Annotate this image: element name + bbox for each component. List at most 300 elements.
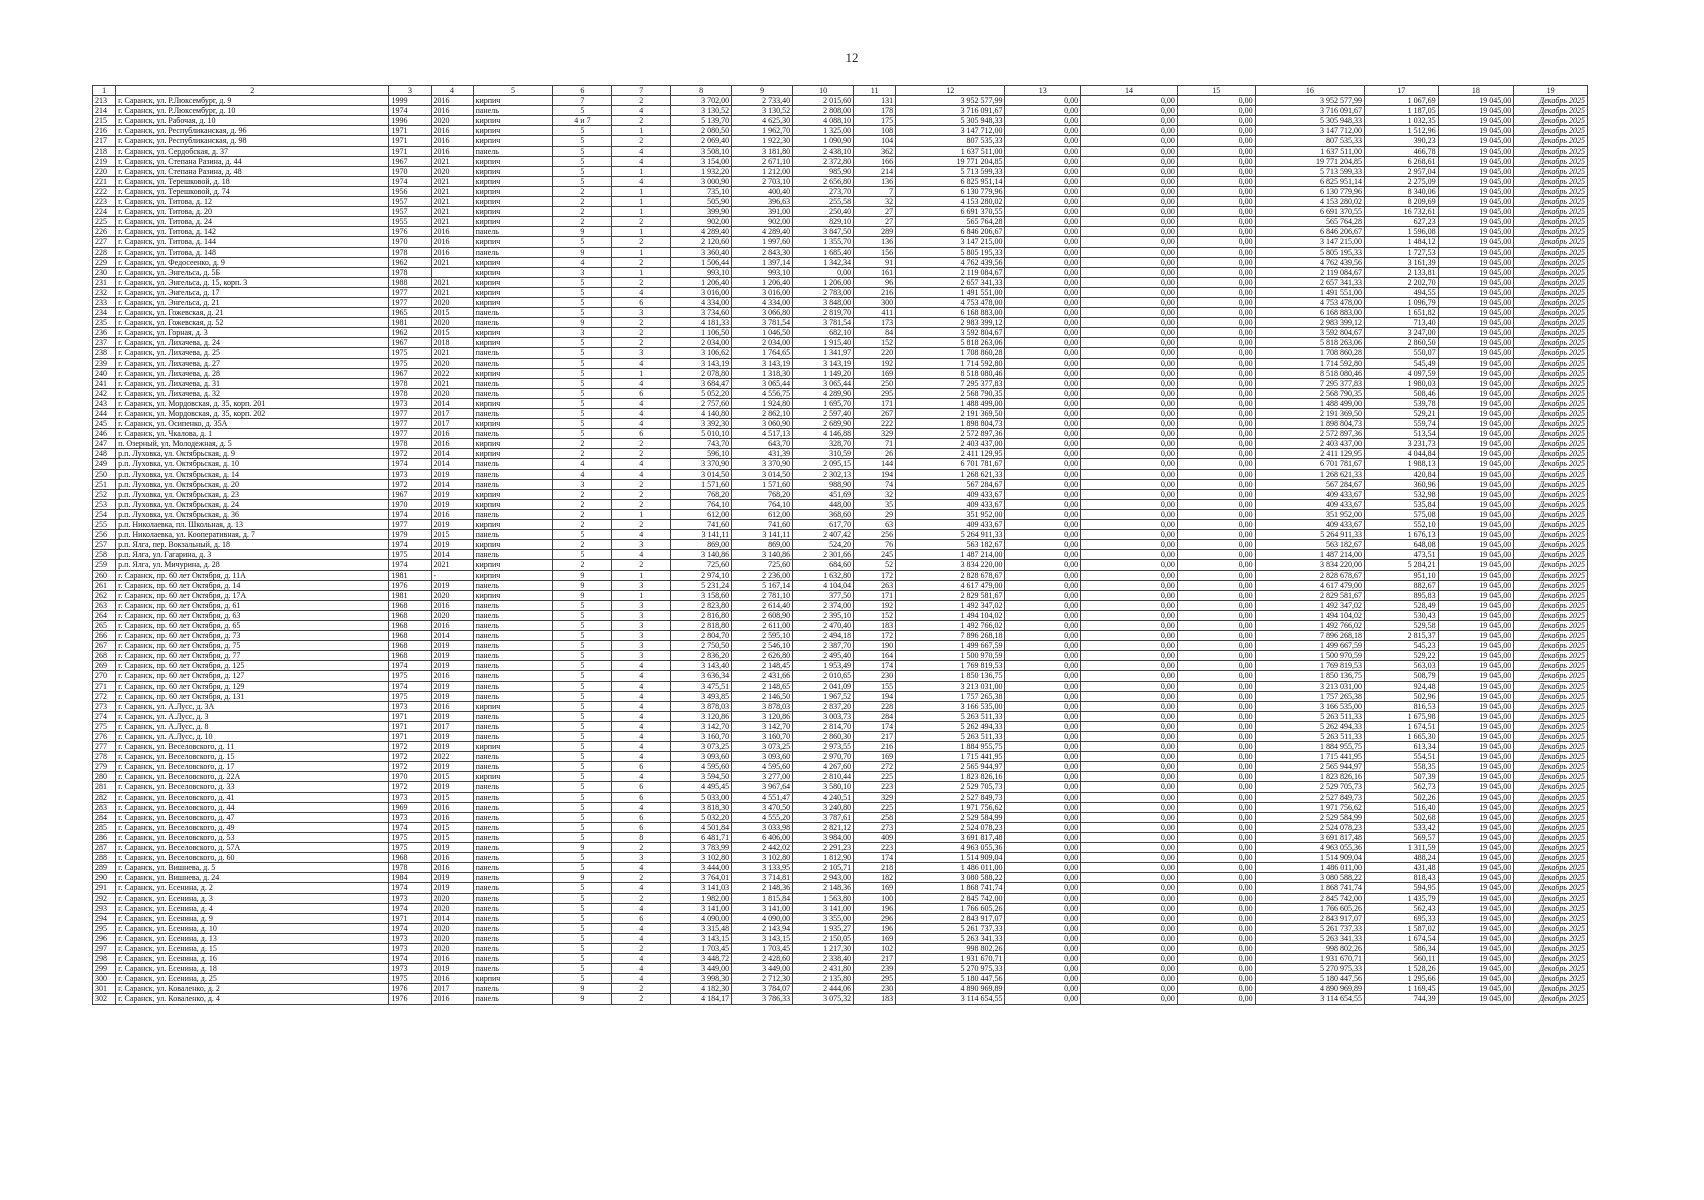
cell-residents: 192 — [854, 600, 896, 610]
cell-total-area: 3 014,50 — [671, 469, 732, 479]
cell-unit-cost: 3 231,73 — [1364, 439, 1438, 449]
cell-living-area: 3 014,50 — [732, 469, 793, 479]
cell-living-area: 725,60 — [732, 560, 793, 570]
cell-total-cost: 1 714 592,80 — [896, 358, 1005, 368]
cell-unit-cost: 2 275,09 — [1364, 176, 1438, 186]
cell-completion-date: Декабрь 2025 — [1514, 631, 1588, 641]
cell-year-built: 1996 — [389, 116, 431, 126]
cell-fund-cost: 1 868 741,74 — [1255, 883, 1364, 893]
cell-total-cost: 1 757 265,38 — [896, 691, 1005, 701]
cell-total-area: 3 106,62 — [671, 348, 732, 358]
cell-cost-source-3: 0,00 — [1177, 328, 1255, 338]
cell-address: г. Саранск, ул. Энгельса, д. 15, корп. 3 — [116, 277, 389, 287]
cell-cost-source-1: 0,00 — [1005, 560, 1081, 570]
cell-cost-source-1: 0,00 — [1005, 378, 1081, 388]
cell-entrances: 4 — [612, 863, 671, 873]
cell-unit-cost: 1 676,13 — [1364, 530, 1438, 540]
cell-wall-material: кирпич — [473, 489, 553, 499]
cell-address: г. Саранск, ул. Веселовского, д. 44 — [116, 802, 389, 812]
cell-row-number: 257 — [93, 540, 116, 550]
table-row — [93, 550, 1588, 560]
cell-year-repair: 2020 — [431, 923, 473, 933]
cell-total-area: 3 141,03 — [671, 883, 732, 893]
cell-completion-date: Декабрь 2025 — [1514, 600, 1588, 610]
cell-living-area: 3 781,54 — [732, 318, 793, 328]
cell-address: г. Саранск, пр. 60 лет Октября, д. 75 — [116, 641, 389, 651]
cell-address: г. Саранск, пр. 60 лет Октября, д. 131 — [116, 691, 389, 701]
cell-cost-source-1: 0,00 — [1005, 156, 1081, 166]
cell-completion-date: Декабрь 2025 — [1514, 913, 1588, 923]
cell-year-repair: 2020 — [431, 903, 473, 913]
cell-floors: 5 — [553, 166, 612, 176]
cell-max-unit-cost: 19 045,00 — [1438, 570, 1514, 580]
table-row — [93, 429, 1588, 439]
cell-cost-source-1: 0,00 — [1005, 580, 1081, 590]
cell-residential-area: 3 143,19 — [793, 358, 854, 368]
cell-cost-source-3: 0,00 — [1177, 469, 1255, 479]
cell-residents: 136 — [854, 176, 896, 186]
cell-cost-source-2: 0,00 — [1081, 388, 1178, 398]
cell-total-cost: 1 898 804,73 — [896, 419, 1005, 429]
cell-max-unit-cost: 19 045,00 — [1438, 984, 1514, 994]
cell-residents: 196 — [854, 903, 896, 913]
cell-cost-source-2: 0,00 — [1081, 540, 1178, 550]
cell-year-repair: 2015 — [431, 772, 473, 782]
cell-living-area: 2 546,10 — [732, 641, 793, 651]
cell-floors: 5 — [553, 610, 612, 620]
cell-living-area: 2 781,10 — [732, 590, 793, 600]
cell-total-cost: 4 762 439,56 — [896, 257, 1005, 267]
cell-completion-date: Декабрь 2025 — [1514, 297, 1588, 307]
cell-wall-material: панель — [473, 388, 553, 398]
cell-wall-material: кирпич — [473, 237, 553, 247]
table-row — [93, 943, 1588, 953]
column-number-14: 14 — [1081, 86, 1178, 96]
cell-fund-cost: 5 805 195,33 — [1255, 247, 1364, 257]
cell-residential-area: 2 338,40 — [793, 954, 854, 964]
cell-residents: 220 — [854, 348, 896, 358]
cell-address: г. Саранск, ул. Энгельса, д. 17 — [116, 287, 389, 297]
cell-address: г. Саранск, ул. Веселовского, д. 11 — [116, 742, 389, 752]
column-number-11: 11 — [854, 86, 896, 96]
cell-floors: 2 — [553, 560, 612, 570]
cell-residents: 245 — [854, 550, 896, 560]
cell-unit-cost: 895,83 — [1364, 590, 1438, 600]
cell-row-number: 261 — [93, 580, 116, 590]
cell-living-area: 1 815,84 — [732, 893, 793, 903]
cell-total-cost: 409 433,67 — [896, 489, 1005, 499]
cell-row-number: 297 — [93, 943, 116, 953]
cell-year-repair: 2014 — [431, 479, 473, 489]
cell-unit-cost: 562,43 — [1364, 903, 1438, 913]
cell-completion-date: Декабрь 2025 — [1514, 378, 1588, 388]
table-row — [93, 661, 1588, 671]
cell-entrances: 4 — [612, 176, 671, 186]
cell-row-number: 285 — [93, 822, 116, 832]
cell-cost-source-2: 0,00 — [1081, 580, 1178, 590]
cell-residential-area: 2 135,80 — [793, 974, 854, 984]
cell-residential-area: 2 291,23 — [793, 843, 854, 853]
cell-address: г. Саранск, ул. Коваленко, д. 4 — [116, 994, 389, 1004]
cell-wall-material: кирпич — [473, 974, 553, 984]
cell-residential-area: 985,90 — [793, 166, 854, 176]
cell-fund-cost: 3 592 804,67 — [1255, 328, 1364, 338]
cell-residential-area: 451,69 — [793, 489, 854, 499]
cell-row-number: 244 — [93, 409, 116, 419]
cell-floors: 4 и 7 — [553, 116, 612, 126]
cell-year-built: 1978 — [389, 863, 431, 873]
cell-living-area: 3 277,00 — [732, 772, 793, 782]
cell-cost-source-2: 0,00 — [1081, 358, 1178, 368]
cell-cost-source-2: 0,00 — [1081, 378, 1178, 388]
cell-floors: 5 — [553, 964, 612, 974]
cell-max-unit-cost: 19 045,00 — [1438, 166, 1514, 176]
cell-fund-cost: 4 963 055,36 — [1255, 843, 1364, 853]
cell-fund-cost: 4 153 280,02 — [1255, 197, 1364, 207]
cell-total-area: 5 139,70 — [671, 116, 732, 126]
cell-address: р.п. Ялга, ул. Гагарина, д. 3 — [116, 550, 389, 560]
cell-year-repair: 2014 — [431, 631, 473, 641]
cell-year-repair: 2016 — [431, 237, 473, 247]
cell-entrances: 2 — [612, 116, 671, 126]
cell-wall-material: кирпич — [473, 277, 553, 287]
cell-completion-date: Декабрь 2025 — [1514, 197, 1588, 207]
cell-total-cost: 3 834 220,00 — [896, 560, 1005, 570]
table-row — [93, 762, 1588, 772]
cell-total-area: 399,90 — [671, 207, 732, 217]
cell-completion-date: Декабрь 2025 — [1514, 106, 1588, 116]
cell-wall-material: панель — [473, 641, 553, 651]
cell-cost-source-1: 0,00 — [1005, 832, 1081, 842]
cell-living-area: 3 130,52 — [732, 106, 793, 116]
cell-floors: 2 — [553, 520, 612, 530]
cell-total-cost: 2 829 581,67 — [896, 590, 1005, 600]
cell-total-area: 1 982,00 — [671, 893, 732, 903]
cell-total-cost: 2 191 369,50 — [896, 409, 1005, 419]
cell-entrances: 2 — [612, 136, 671, 146]
cell-cost-source-2: 0,00 — [1081, 903, 1178, 913]
cell-fund-cost: 2 119 084,67 — [1255, 267, 1364, 277]
cell-total-cost: 1 486 011,00 — [896, 863, 1005, 873]
table-row — [93, 974, 1588, 984]
cell-max-unit-cost: 19 045,00 — [1438, 903, 1514, 913]
cell-cost-source-2: 0,00 — [1081, 267, 1178, 277]
table-row — [93, 984, 1588, 994]
cell-year-built: 1973 — [389, 792, 431, 802]
cell-year-repair: 2020 — [431, 166, 473, 176]
cell-year-built: 1999 — [389, 96, 431, 106]
cell-row-number: 290 — [93, 873, 116, 883]
cell-address: г. Саранск, ул. Терешковой, д. 18 — [116, 176, 389, 186]
cell-cost-source-3: 0,00 — [1177, 227, 1255, 237]
cell-unit-cost: 532,98 — [1364, 489, 1438, 499]
cell-living-area: 3 714,81 — [732, 873, 793, 883]
cell-address: г. Саранск, ул. Рабочая, д. 10 — [116, 116, 389, 126]
cell-living-area: 993,10 — [732, 267, 793, 277]
cell-fund-cost: 3 716 091,67 — [1255, 106, 1364, 116]
cell-fund-cost: 2 524 078,23 — [1255, 822, 1364, 832]
cell-wall-material: панель — [473, 943, 553, 953]
cell-year-built: 1978 — [389, 378, 431, 388]
cell-cost-source-1: 0,00 — [1005, 338, 1081, 348]
cell-living-area: 2 442,02 — [732, 843, 793, 853]
cell-address: г. Саранск, ул. Федосеенко, д. 9 — [116, 257, 389, 267]
cell-entrances: 6 — [612, 792, 671, 802]
cell-residential-area: 2 494,18 — [793, 631, 854, 641]
cell-total-cost: 2 529 584,99 — [896, 812, 1005, 822]
cell-cost-source-2: 0,00 — [1081, 308, 1178, 318]
cell-row-number: 282 — [93, 792, 116, 802]
cell-floors: 5 — [553, 732, 612, 742]
cell-residents: 108 — [854, 126, 896, 136]
cell-cost-source-3: 0,00 — [1177, 237, 1255, 247]
cell-wall-material: панель — [473, 984, 553, 994]
table-row — [93, 106, 1588, 116]
cell-row-number: 296 — [93, 933, 116, 943]
cell-floors: 2 — [553, 207, 612, 217]
cell-wall-material: панель — [473, 227, 553, 237]
cell-total-area: 743,70 — [671, 439, 732, 449]
cell-cost-source-3: 0,00 — [1177, 671, 1255, 681]
cell-fund-cost: 1 898 804,73 — [1255, 419, 1364, 429]
cell-residents: 35 — [854, 499, 896, 509]
cell-row-number: 271 — [93, 681, 116, 691]
cell-cost-source-3: 0,00 — [1177, 449, 1255, 459]
cell-wall-material: кирпич — [473, 368, 553, 378]
cell-entrances: 2 — [612, 984, 671, 994]
cell-floors: 5 — [553, 681, 612, 691]
cell-address: г. Саранск, ул. Лихачева, д. 31 — [116, 378, 389, 388]
cell-row-number: 266 — [93, 631, 116, 641]
cell-unit-cost: 552,10 — [1364, 520, 1438, 530]
cell-entrances: 3 — [612, 651, 671, 661]
cell-completion-date: Декабрь 2025 — [1514, 752, 1588, 762]
cell-entrances: 2 — [612, 439, 671, 449]
cell-unit-cost: 554,51 — [1364, 752, 1438, 762]
cell-row-number: 226 — [93, 227, 116, 237]
cell-cost-source-2: 0,00 — [1081, 136, 1178, 146]
cell-cost-source-1: 0,00 — [1005, 520, 1081, 530]
cell-total-cost: 6 691 370,55 — [896, 207, 1005, 217]
cell-completion-date: Декабрь 2025 — [1514, 156, 1588, 166]
cell-row-number: 229 — [93, 257, 116, 267]
cell-total-cost: 1 769 819,53 — [896, 661, 1005, 671]
cell-entrances: 4 — [612, 409, 671, 419]
cell-fund-cost: 2 843 917,07 — [1255, 913, 1364, 923]
cell-fund-cost: 563 182,67 — [1255, 540, 1364, 550]
cell-fund-cost: 5 261 737,33 — [1255, 923, 1364, 933]
cell-row-number: 223 — [93, 197, 116, 207]
cell-max-unit-cost: 19 045,00 — [1438, 701, 1514, 711]
cell-address: г. Саранск, ул. Лихачева, д. 27 — [116, 358, 389, 368]
cell-residents: 100 — [854, 893, 896, 903]
table-row — [93, 207, 1588, 217]
cell-cost-source-3: 0,00 — [1177, 368, 1255, 378]
cell-fund-cost: 1 494 104,02 — [1255, 610, 1364, 620]
cell-cost-source-3: 0,00 — [1177, 600, 1255, 610]
cell-living-area: 2 626,80 — [732, 651, 793, 661]
cell-address: г. Саранск, ул. Есенина, д. 4 — [116, 903, 389, 913]
cell-year-built: 1977 — [389, 520, 431, 530]
table-row — [93, 772, 1588, 782]
cell-cost-source-3: 0,00 — [1177, 923, 1255, 933]
cell-cost-source-1: 0,00 — [1005, 903, 1081, 913]
cell-living-area: 2 034,00 — [732, 338, 793, 348]
cell-address: г. Саранск, ул. Титова, д. 148 — [116, 247, 389, 257]
cell-year-built: 1974 — [389, 681, 431, 691]
cell-year-repair: 2019 — [431, 732, 473, 742]
cell-year-built: 1968 — [389, 610, 431, 620]
cell-max-unit-cost: 19 045,00 — [1438, 933, 1514, 943]
cell-entrances: 1 — [612, 267, 671, 277]
cell-completion-date: Декабрь 2025 — [1514, 207, 1588, 217]
cell-residential-area: 2 689,90 — [793, 419, 854, 429]
cell-completion-date: Декабрь 2025 — [1514, 732, 1588, 742]
table-row — [93, 782, 1588, 792]
cell-fund-cost: 1 714 592,80 — [1255, 358, 1364, 368]
cell-row-number: 274 — [93, 711, 116, 721]
cell-living-area: 4 595,60 — [732, 762, 793, 772]
cell-total-area: 3 370,90 — [671, 459, 732, 469]
cell-cost-source-3: 0,00 — [1177, 530, 1255, 540]
cell-living-area: 1 046,50 — [732, 328, 793, 338]
cell-max-unit-cost: 19 045,00 — [1438, 560, 1514, 570]
cell-residential-area: 1 217,30 — [793, 943, 854, 953]
cell-cost-source-3: 0,00 — [1177, 459, 1255, 469]
cell-address: г. Саранск, ул. Гожевская, д. 21 — [116, 308, 389, 318]
cell-entrances: 4 — [612, 772, 671, 782]
cell-row-number: 262 — [93, 590, 116, 600]
cell-total-cost: 2 657 341,33 — [896, 277, 1005, 287]
cell-cost-source-1: 0,00 — [1005, 217, 1081, 227]
cell-fund-cost: 7 295 377,83 — [1255, 378, 1364, 388]
cell-residential-area: 1 342,34 — [793, 257, 854, 267]
cell-cost-source-1: 0,00 — [1005, 651, 1081, 661]
cell-residential-area: 2 372,80 — [793, 156, 854, 166]
cell-year-built: 1962 — [389, 257, 431, 267]
cell-total-area: 2 818,80 — [671, 620, 732, 630]
cell-unit-cost: 529,21 — [1364, 409, 1438, 419]
cell-residential-area: 1 953,49 — [793, 661, 854, 671]
cell-max-unit-cost: 19 045,00 — [1438, 277, 1514, 287]
cell-cost-source-1: 0,00 — [1005, 96, 1081, 106]
cell-max-unit-cost: 19 045,00 — [1438, 207, 1514, 217]
cell-floors: 5 — [553, 641, 612, 651]
cell-row-number: 293 — [93, 903, 116, 913]
cell-unit-cost: 713,40 — [1364, 318, 1438, 328]
cell-cost-source-3: 0,00 — [1177, 732, 1255, 742]
cell-year-repair: 2021 — [431, 277, 473, 287]
cell-completion-date: Декабрь 2025 — [1514, 701, 1588, 711]
cell-completion-date: Декабрь 2025 — [1514, 893, 1588, 903]
cell-total-cost: 2 568 790,35 — [896, 388, 1005, 398]
cell-fund-cost: 3 166 535,00 — [1255, 701, 1364, 711]
cell-living-area: 3 065,44 — [732, 378, 793, 388]
cell-cost-source-3: 0,00 — [1177, 701, 1255, 711]
cell-floors: 5 — [553, 742, 612, 752]
cell-residents: 296 — [854, 913, 896, 923]
cell-total-cost: 5 263 511,33 — [896, 732, 1005, 742]
cell-year-repair: 2015 — [431, 822, 473, 832]
cell-year-built: 1957 — [389, 197, 431, 207]
cell-cost-source-1: 0,00 — [1005, 701, 1081, 711]
cell-unit-cost: 1 067,69 — [1364, 96, 1438, 106]
cell-fund-cost: 1 637 511,00 — [1255, 146, 1364, 156]
cell-row-number: 219 — [93, 156, 116, 166]
cell-floors: 3 — [553, 479, 612, 489]
cell-cost-source-1: 0,00 — [1005, 146, 1081, 156]
cell-cost-source-1: 0,00 — [1005, 459, 1081, 469]
cell-total-cost: 998 802,26 — [896, 943, 1005, 953]
cell-residential-area: 2 105,71 — [793, 863, 854, 873]
cell-cost-source-2: 0,00 — [1081, 711, 1178, 721]
cell-fund-cost: 998 802,26 — [1255, 943, 1364, 953]
cell-unit-cost: 1 665,30 — [1364, 732, 1438, 742]
cell-fund-cost: 6 130 779,96 — [1255, 186, 1364, 196]
cell-cost-source-2: 0,00 — [1081, 479, 1178, 489]
cell-total-area: 2 974,10 — [671, 570, 732, 580]
cell-entrances: 4 — [612, 661, 671, 671]
cell-cost-source-3: 0,00 — [1177, 762, 1255, 772]
cell-total-cost: 409 433,67 — [896, 520, 1005, 530]
cell-completion-date: Декабрь 2025 — [1514, 560, 1588, 570]
cell-cost-source-2: 0,00 — [1081, 328, 1178, 338]
cell-year-built: 1971 — [389, 126, 431, 136]
cell-max-unit-cost: 19 045,00 — [1438, 661, 1514, 671]
cell-address: г. Саранск, ул. Вишнева, д. 5 — [116, 863, 389, 873]
cell-residential-area: 2 301,66 — [793, 550, 854, 560]
cell-completion-date: Декабрь 2025 — [1514, 126, 1588, 136]
cell-residential-area: 1 341,97 — [793, 348, 854, 358]
cell-year-repair: 2017 — [431, 419, 473, 429]
cell-living-area: 2 611,00 — [732, 620, 793, 630]
cell-total-area: 4 090,00 — [671, 913, 732, 923]
cell-completion-date: Декабрь 2025 — [1514, 257, 1588, 267]
cell-row-number: 288 — [93, 853, 116, 863]
cell-entrances: 1 — [612, 126, 671, 136]
cell-completion-date: Декабрь 2025 — [1514, 550, 1588, 560]
cell-completion-date: Декабрь 2025 — [1514, 792, 1588, 802]
table-row — [93, 126, 1588, 136]
cell-residents: 214 — [854, 166, 896, 176]
cell-unit-cost: 2 133,81 — [1364, 267, 1438, 277]
cell-floors: 5 — [553, 893, 612, 903]
table-row — [93, 156, 1588, 166]
table-row — [93, 883, 1588, 893]
cell-floors: 5 — [553, 429, 612, 439]
cell-row-number: 279 — [93, 762, 116, 772]
cell-residential-area: 2 814,70 — [793, 721, 854, 731]
cell-entrances: 4 — [612, 802, 671, 812]
cell-entrances: 1 — [612, 207, 671, 217]
cell-cost-source-2: 0,00 — [1081, 489, 1178, 499]
cell-address: г. Саранск, ул. Лихачева, д. 25 — [116, 348, 389, 358]
cell-fund-cost: 5 270 975,33 — [1255, 964, 1364, 974]
cell-row-number: 239 — [93, 358, 116, 368]
cell-cost-source-2: 0,00 — [1081, 106, 1178, 116]
cell-floors: 3 — [553, 267, 612, 277]
cell-residents: 156 — [854, 247, 896, 257]
cell-wall-material: панель — [473, 247, 553, 257]
cell-entrances: 4 — [612, 964, 671, 974]
cell-total-cost: 5 263 341,33 — [896, 933, 1005, 943]
table-row — [93, 530, 1588, 540]
cell-entrances: 4 — [612, 550, 671, 560]
cell-residential-area: 1 632,80 — [793, 570, 854, 580]
cell-year-repair: 2016 — [431, 509, 473, 519]
cell-address: г. Саранск, ул. Республиканская, д. 96 — [116, 126, 389, 136]
cell-row-number: 233 — [93, 297, 116, 307]
